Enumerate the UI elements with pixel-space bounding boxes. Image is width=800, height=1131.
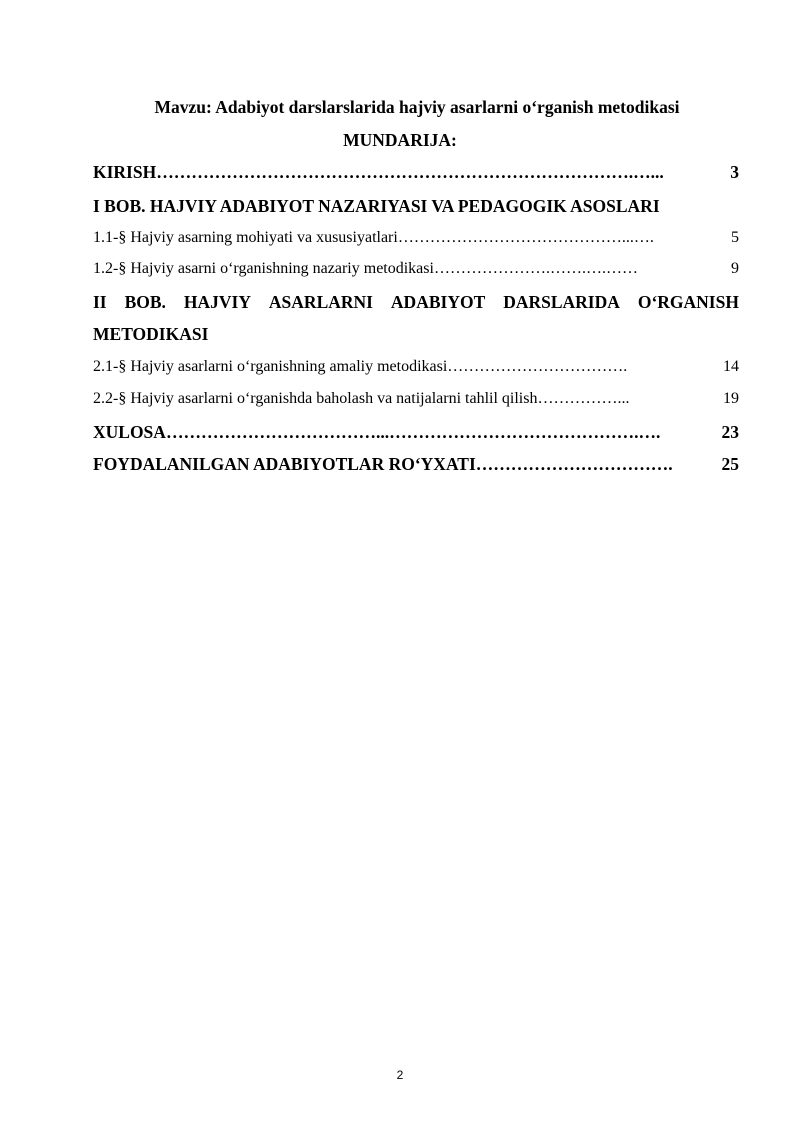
toc-entry-leader: ………………………………...…………………………………….….: [165, 422, 661, 442]
toc-entry-section-1-2[interactable]: [93, 260, 739, 278]
toc-entry-xulosa[interactable]: [93, 422, 739, 443]
toc-entry-chapter-2[interactable]: [93, 292, 739, 313]
toc-entry-leader: …………………………….: [447, 358, 628, 375]
toc-entry-label: 2.2-§ Hajviy asarlarni o‘rganishda baholash va natijalarni tahlil qilish: [93, 390, 538, 407]
page-number: 2: [396, 1068, 404, 1082]
toc-entry-page: 23: [721, 422, 739, 442]
toc-entry-leader: ……………………………………………………………………….…...: [156, 162, 664, 182]
toc-entry-page: 5: [731, 229, 739, 246]
toc-entry-page: 14: [723, 358, 739, 375]
toc-entry-page: 3: [730, 162, 739, 182]
chapter-word: BOB.: [124, 292, 166, 312]
chapter-word: DARSLARIDA: [503, 292, 620, 312]
toc-title: MUNDARIJA:: [343, 130, 457, 150]
toc-entry-page: 19: [723, 390, 739, 407]
toc-entry-page: 25: [721, 454, 739, 474]
document-topic: Mavzu: Adabiyot darslarslarida hajviy asarlarni o‘rganish metodikasi: [154, 97, 680, 117]
toc-entry-chapter-2-line2: METODIKASI: [93, 324, 209, 344]
toc-entry-label: 2.1-§ Hajviy asarlarni o‘rganishning amaliy metodikasi: [93, 358, 448, 375]
toc-entry-leader: ……………...: [537, 390, 630, 407]
chapter-word: ADABIYOT: [390, 292, 486, 312]
toc-entry-chapter-1[interactable]: [93, 196, 739, 217]
toc-entry-leader: …………………………….: [475, 454, 673, 474]
chapter-word: II: [93, 292, 107, 312]
chapter-word: O‘RGANISH: [637, 292, 739, 312]
toc-entry-leader: ………………….…….….……: [433, 260, 638, 277]
toc-entry-label: FOYDALANILGAN ADABIYOTLAR RO‘YXATI: [93, 454, 476, 474]
chapter-word: ASARLARNI: [268, 292, 373, 312]
toc-entry-kirish[interactable]: [93, 162, 739, 183]
toc-entry-section-2-1[interactable]: [93, 358, 739, 376]
toc-entry-label: XULOSA: [93, 422, 166, 442]
toc-entry-leader: ……………………………………...….: [397, 229, 654, 246]
toc-entry-section-1-1[interactable]: [93, 229, 739, 247]
toc-entry-section-2-2[interactable]: [93, 390, 739, 408]
toc-entry-page: 9: [731, 260, 739, 277]
chapter-word: HAJVIY: [183, 292, 251, 312]
toc-entry-label: I BOB. HAJVIY ADABIYOT NAZARIYASI VA PEDAGOGIK ASOSLARI: [93, 196, 660, 216]
toc-entry-label: 1.2-§ Hajviy asarni o‘rganishning nazariy metodikasi: [93, 260, 434, 277]
toc-entry-references[interactable]: [93, 454, 739, 475]
toc-entry-label: 1.1-§ Hajviy asarning mohiyati va xususiyatlari: [93, 229, 398, 246]
toc-entry-label: KIRISH: [93, 162, 157, 182]
